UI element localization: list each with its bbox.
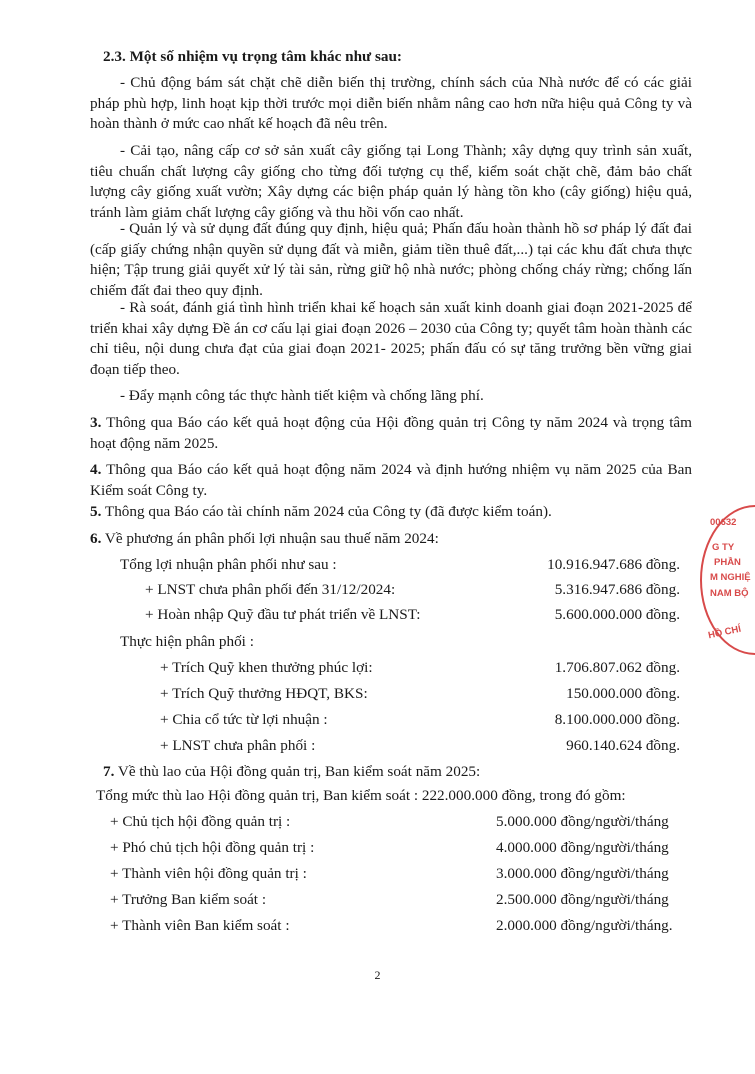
item-number: 6. (90, 530, 102, 547)
profit-refund-value: 5.600.000.000 đồng. (554, 606, 680, 623)
item-4 (90, 460, 692, 501)
page-number: 2 (374, 968, 381, 982)
distribution-value: 8.100.000.000 đồng. (554, 711, 680, 728)
item-number: 7. (103, 763, 115, 780)
item-number: 3. (90, 414, 102, 431)
bullet-paragraph: - Đẩy mạnh công tác thực hành tiết kiệm và chống lãng phí. (120, 387, 484, 404)
stamp-text: HỒ CHÍ (707, 623, 743, 642)
distribution-label: + Trích Quỹ khen thưởng phúc lợi: (160, 659, 373, 676)
item-number: 4. (90, 461, 102, 478)
remuneration-value: 2.000.000 đồng/người/tháng. (496, 917, 673, 934)
bullet-paragraph: - Chủ động bám sát chặt chẽ diễn biến thị trường, chính sách của Nhà nước để có các giải pháp phù hợp, linh hoạt kịp thời trước mọi diễn biến nhằm nâng cao hơn nữa hiệu quả Công ty và hoàn thành ở mức cao nhất kế hoạch đã nêu trên. (90, 74, 692, 133)
remuneration-value: 3.000.000 đồng/người/tháng (496, 865, 669, 882)
stamp-text: NAM BỘ (710, 588, 749, 599)
distribution-value: 960.140.624 đồng. (566, 737, 680, 754)
item-text: Thông qua Báo cáo kết quả hoạt động năm 2024 và định hướng nhiệm vụ năm 2025 của Ban Kiểm soát Công ty. (90, 461, 692, 499)
stamp-text: G TY (712, 542, 735, 553)
stamp-text: 00632 (710, 517, 737, 528)
item-5 (90, 502, 552, 522)
stamp-text: M NGHIỆ (710, 572, 751, 583)
remuneration-label: + Chủ tịch hội đồng quản trị : (110, 813, 291, 830)
bullet-paragraph: - Cải tạo, nâng cấp cơ sở sản xuất cây giống tại Long Thành; xây dựng quy trình sản xuất, tiêu chuẩn chất lượng cây giống cho từng đối tượng cụ thể, kiểm soát chặt chẽ, đảm bảo chất lượng cây giống xuất vườn; Xây dựng các biện pháp quản lý hàng tồn kho (cây giống) hiệu quả, tránh làm giảm chất lượng cây giống và thu hồi vốn cao nhất. (90, 142, 692, 221)
profit-lnst-value: 5.316.947.686 đồng. (554, 581, 680, 598)
profit-refund-label: + Hoàn nhập Quỹ đầu tư phát triển về LNST: (145, 606, 421, 623)
distribution-value: 1.706.807.062 đồng. (554, 659, 680, 676)
item-text: Thông qua Báo cáo kết quả hoạt động của Hội đồng quản trị Công ty năm 2024 và trọng tâm hoạt động năm 2025. (90, 414, 692, 452)
item-6 (90, 529, 439, 549)
item-number: 5. (90, 503, 102, 520)
remuneration-label: + Thành viên hội đồng quản trị : (110, 865, 307, 882)
distribution-label: + Trích Quỹ thưởng HĐQT, BKS: (160, 685, 368, 702)
section-heading: 2.3. Một số nhiệm vụ trọng tâm khác như sau: (103, 48, 402, 65)
remuneration-label: + Phó chủ tịch hội đồng quản trị : (110, 839, 315, 856)
remuneration-label: + Thành viên Ban kiểm soát : (110, 917, 290, 934)
remuneration-value: 4.000.000 đồng/người/tháng (496, 839, 669, 856)
profit-lnst-label: + LNST chưa phân phối đến 31/12/2024: (145, 581, 396, 598)
distribution-label: + Chia cổ tức từ lợi nhuận : (160, 711, 328, 728)
bullet-paragraph: - Rà soát, đánh giá tình hình triển khai kế hoạch sản xuất kinh doanh giai đoạn 2021-2025 để triển khai xây dựng Đề án cơ cấu lại giai đoạn 2026 – 2030 của Công ty; quyết tâm hoàn thành các chỉ tiêu, nội dung chưa đạt của giai đoạn 2021- 2025; phấn đấu có sự tăng trưởng bền vững giai đoạn tiếp theo. (90, 299, 692, 378)
item-text: Thông qua Báo cáo tài chính năm 2024 của Công ty (đã được kiểm toán). (101, 503, 552, 520)
distribution-heading: Thực hiện phân phối : (120, 633, 254, 650)
item-text: Về phương án phân phối lợi nhuận sau thuế năm 2024: (101, 530, 439, 547)
distribution-value: 150.000.000 đồng. (566, 685, 680, 702)
item-7 (103, 762, 480, 782)
remuneration-label: + Trưởng Ban kiểm soát : (110, 891, 267, 908)
bullet-paragraph: - Quản lý và sử dụng đất đúng quy định, hiệu quả; Phấn đấu hoàn thành hồ sơ pháp lý đất đai (cấp giấy chứng nhận quyền sử dụng đất và miễn, giảm tiền thuê đất,...) tại các khu đất chưa thực hiện; Tập trung giải quyết xử lý tài sản, rừng giữ hộ nhà nước; phòng chống cháy rừng; chống lấn chiếm đất đai theo quy định. (90, 220, 692, 299)
item-3 (90, 413, 692, 454)
item-text: Về thù lao của Hội đồng quản trị, Ban kiểm soát năm 2025: (114, 763, 481, 780)
profit-total-label: Tổng lợi nhuận phân phối như sau : (120, 556, 337, 573)
company-stamp (700, 505, 755, 655)
stamp-text: PHẦN (714, 557, 741, 568)
distribution-label: + LNST chưa phân phối : (160, 737, 316, 754)
remuneration-value: 2.500.000 đồng/người/tháng (496, 891, 669, 908)
remuneration-value: 5.000.000 đồng/người/tháng (496, 813, 669, 830)
profit-total-value: 10.916.947.686 đồng. (547, 556, 680, 573)
remuneration-total: Tổng mức thù lao Hội đồng quản trị, Ban kiểm soát : 222.000.000 đồng, trong đó gồm: (96, 787, 626, 804)
